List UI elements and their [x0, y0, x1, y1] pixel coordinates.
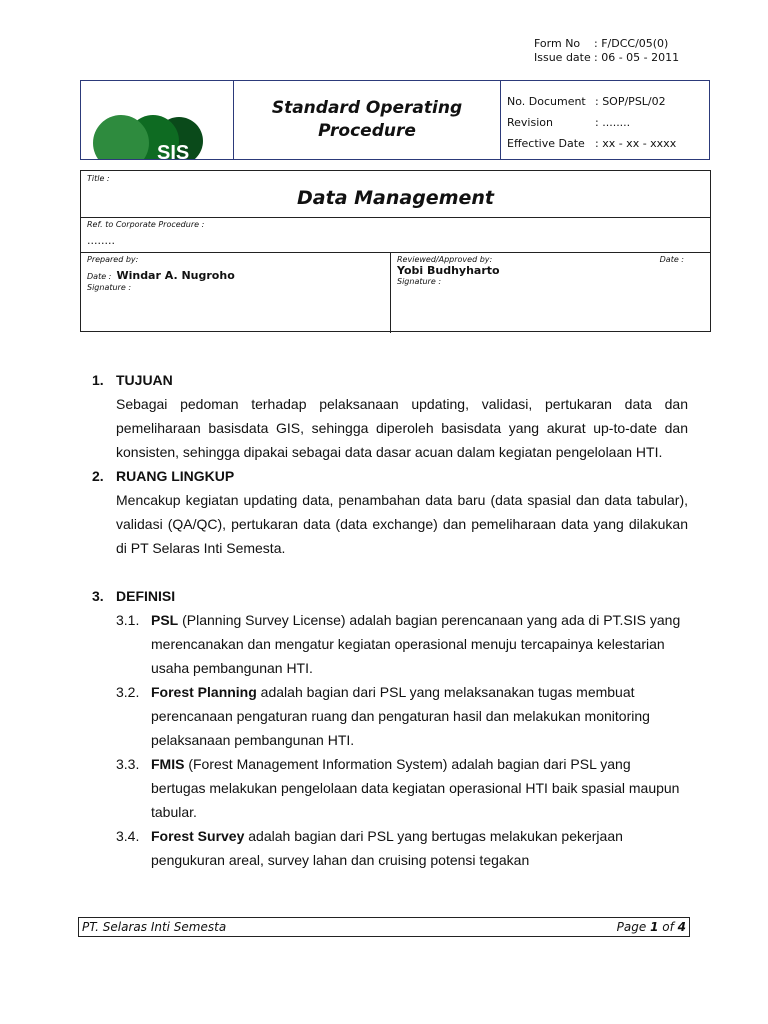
definition-text: [151, 824, 688, 872]
definition-number: 3.1.: [116, 612, 140, 628]
sis-logo: [81, 81, 231, 159]
ref-row: [81, 218, 710, 253]
definition-number: 3.2.: [116, 684, 140, 700]
title-box: [80, 170, 711, 332]
prepared-column: [81, 253, 391, 333]
definition-body: (Planning Survey License) adalah bagian perencanaan yang ada di PT.SIS yang merencanakan dan mengatur kegiatan operasional menuju tercapainya kelestarian usaha pembangunan HTI.: [151, 612, 681, 676]
header-box: [80, 80, 710, 160]
definition-term: Forest Survey: [151, 828, 245, 844]
reviewed-name: Yobi Budhyharto: [397, 264, 500, 277]
footer-company: PT. Selaras Inti Semesta: [82, 920, 227, 934]
issue-date-row: [534, 51, 679, 65]
effective-date-row: [507, 133, 709, 154]
revision-label: Revision: [507, 116, 553, 129]
page-current: 1: [650, 920, 659, 934]
effective-date-label: Effective Date: [507, 137, 585, 150]
page-total: 4: [677, 920, 686, 934]
document-body: [92, 368, 688, 872]
logo-text: SIS: [157, 142, 190, 159]
definition-text: [151, 608, 688, 680]
effective-date-value: : xx - xx - xxxx: [595, 137, 677, 150]
ref-value: ........: [87, 234, 115, 247]
definition-term: FMIS: [151, 756, 185, 772]
footer-page-number: [617, 918, 686, 936]
reviewed-signature-label: Signature :: [397, 277, 442, 286]
doc-no-row: [507, 91, 709, 112]
definition-item: [116, 752, 688, 824]
prepared-name: Windar A. Nugroho: [116, 269, 235, 282]
title-row: [81, 171, 710, 218]
prepared-label: Prepared by:: [87, 255, 139, 264]
section-1-heading: [92, 368, 688, 392]
section-3-number: 3.: [92, 588, 104, 604]
section-2-heading: [92, 464, 688, 488]
definition-body: adalah bagian dari PSL yang bertugas melakukan pekerjaan pengukuran areal, survey lahan dan cruising potensi tegakan: [151, 828, 623, 868]
meta-cell: [501, 81, 709, 159]
issue-date-label: Issue date: [534, 51, 591, 64]
reviewed-label: Reviewed/Approved by:: [397, 255, 493, 264]
definition-text: [151, 752, 688, 824]
definition-text: [151, 680, 688, 752]
prepared-date-label: Date :: [87, 272, 112, 281]
reviewed-date-label: Date :: [659, 255, 684, 264]
section-3-heading: [92, 584, 688, 608]
issue-date-value: : 06 - 05 - 2011: [594, 51, 680, 64]
reviewed-column: [391, 253, 710, 333]
doc-no-value: : SOP/PSL/02: [595, 95, 666, 108]
form-no-row: [534, 37, 679, 51]
definition-body: (Forest Management Information System) adalah bagian dari PSL yang bertugas melakukan pengelolaan data kegiatan operasional HTI baik spasial maupun tabular.: [151, 756, 680, 820]
page-mid: of: [658, 920, 678, 934]
section-1-text: Sebagai pedoman terhadap pelaksanaan updating, validasi, pertukaran data dan pemeliharaan basisdata GIS, sehingga diperoleh basisdata yang akurat up-to-date dan konsisten, sehingga dipakai sebagai data dasar acuan dalam kegiatan pengelolaan HTI.: [116, 396, 688, 460]
revision-value: : ........: [595, 116, 631, 129]
page-prefix: Page: [616, 920, 651, 934]
section-2-title: RUANG LINGKUP: [116, 468, 235, 484]
sop-title: [272, 97, 462, 143]
logo-cell: [81, 81, 234, 159]
sop-title-line1: Standard Operating: [271, 98, 463, 118]
definition-number: 3.4.: [116, 828, 140, 844]
form-no-value: : F/DCC/05(0): [594, 37, 669, 50]
section-1-number: 1.: [92, 372, 104, 388]
definition-term: PSL: [151, 612, 179, 628]
document-title: Data Management: [297, 187, 494, 209]
section-1-title: TUJUAN: [116, 372, 173, 388]
form-no-label: Form No: [534, 37, 581, 50]
prepared-name-line: [87, 264, 384, 283]
title-label: Title :: [87, 174, 110, 183]
definition-item: [116, 824, 688, 872]
section-2-text: Mencakup kegiatan updating data, penambahan data baru (data spasial dan data tabular), validasi (QA/QC), pertukaran data (data exchange) dan pemeliharaan data yang dilakukan di PT Selaras Inti Semesta.: [116, 492, 688, 556]
section-3-title: DEFINISI: [116, 588, 176, 604]
sop-cell: [234, 81, 501, 159]
sop-title-line2: Procedure: [318, 121, 416, 141]
doc-no-label: No. Document: [507, 95, 586, 108]
prepared-signature-label: Signature :: [87, 283, 132, 292]
ref-label: Ref. to Corporate Procedure :: [87, 220, 205, 229]
section-2-number: 2.: [92, 468, 104, 484]
approval-row: [81, 253, 710, 333]
page-footer: [78, 917, 690, 937]
definition-number: 3.3.: [116, 756, 140, 772]
definition-body: adalah bagian dari PSL yang melaksanakan tugas membuat perencanaan pengaturan ruang dan pengaturan hasil dan melakukan monitoring pelaksanaan pembangunan HTI.: [151, 684, 650, 748]
form-info: [534, 37, 679, 65]
revision-row: [507, 112, 709, 133]
definition-term: Forest Planning: [151, 684, 257, 700]
definition-item: [116, 608, 688, 680]
definition-item: [116, 680, 688, 752]
